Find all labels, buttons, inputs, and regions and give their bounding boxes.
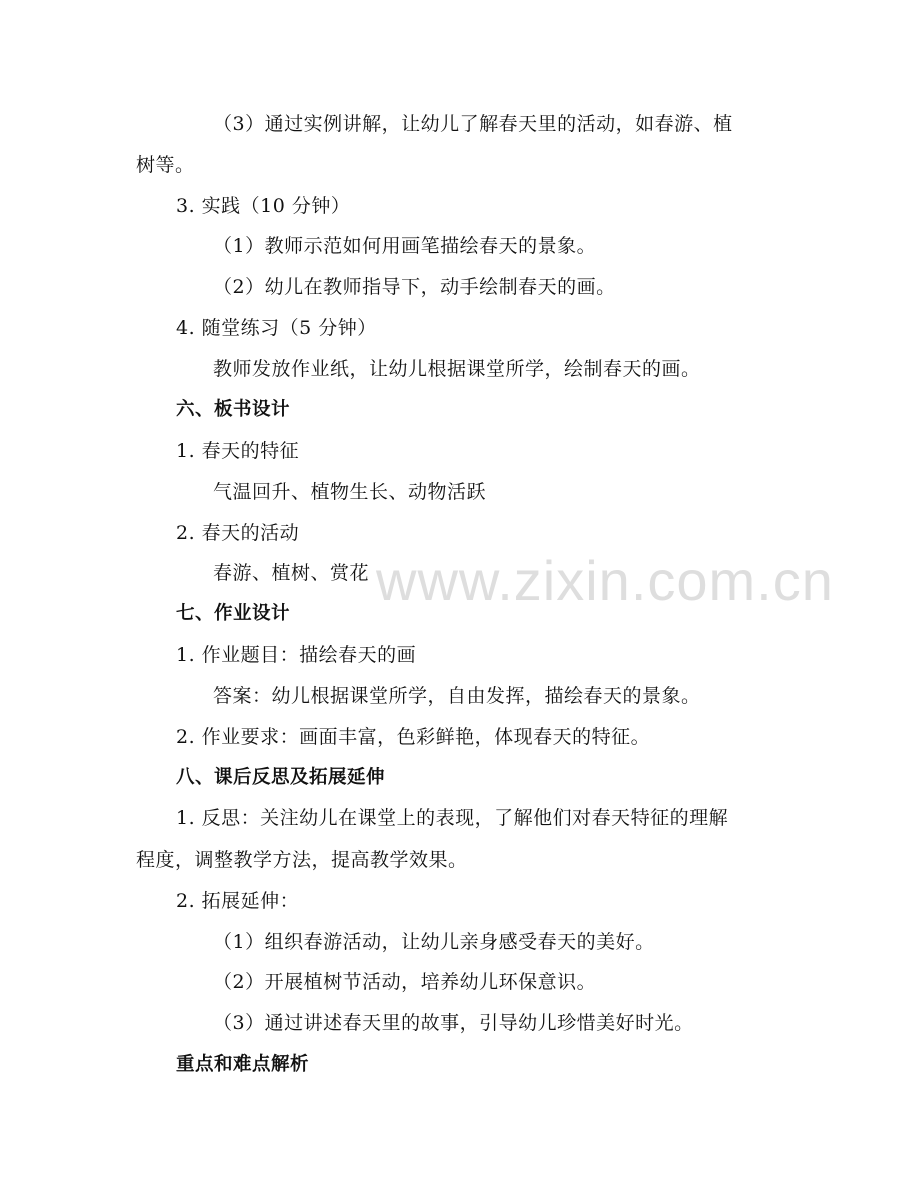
paragraph-line: 程度，调整教学方法，提高教学效果。 [136,849,468,871]
list-item: 1. 春天的特征 [176,440,300,462]
list-item: 1. 反思：关注幼儿在课堂上的表现，了解他们对春天特征的理解 [176,807,729,829]
list-item: 2. 作业要求：画面丰富，色彩鲜艳，体现春天的特征。 [176,726,651,748]
section-heading: 重点和难点解析 [176,1054,310,1075]
watermark: www.zixin.com.cn [376,549,834,612]
list-item: 4. 随堂练习（5 分钟） [176,317,377,339]
paragraph-line: 答案：幼儿根据课堂所学，自由发挥，描绘春天的景象。 [213,685,701,707]
list-item: 3. 实践（10 分钟） [176,195,351,217]
paragraph-line: （3）通过讲述春天里的故事，引导幼儿珍惜美好时光。 [213,1012,694,1034]
paragraph-line: （2）幼儿在教师指导下，动手绘制春天的画。 [213,276,616,298]
paragraph-line: （1）组织春游活动，让幼儿亲身感受春天的美好。 [213,931,655,953]
section-heading: 七、作业设计 [176,603,291,624]
list-item: 2. 拓展延伸： [176,890,300,912]
section-heading: 六、板书设计 [176,399,291,420]
list-item: 1. 作业题目：描绘春天的画 [176,644,417,666]
paragraph-line: 树等。 [136,154,195,176]
section-heading: 八、课后反思及拓展延伸 [176,767,386,788]
paragraph-line: 气温回升、植物生长、动物活跃 [213,481,487,503]
paragraph-line: 教师发放作业纸，让幼儿根据课堂所学，绘制春天的画。 [213,358,701,380]
paragraph-line: （1）教师示范如何用画笔描绘春天的景象。 [213,235,597,257]
paragraph-line: 春游、植树、赏花 [213,562,370,584]
list-item: 2. 春天的活动 [176,522,300,544]
paragraph-line: （3）通过实例讲解，让幼儿了解春天里的活动，如春游、植 [213,113,733,135]
paragraph-line: （2）开展植树节活动，培养幼儿环保意识。 [213,971,597,993]
